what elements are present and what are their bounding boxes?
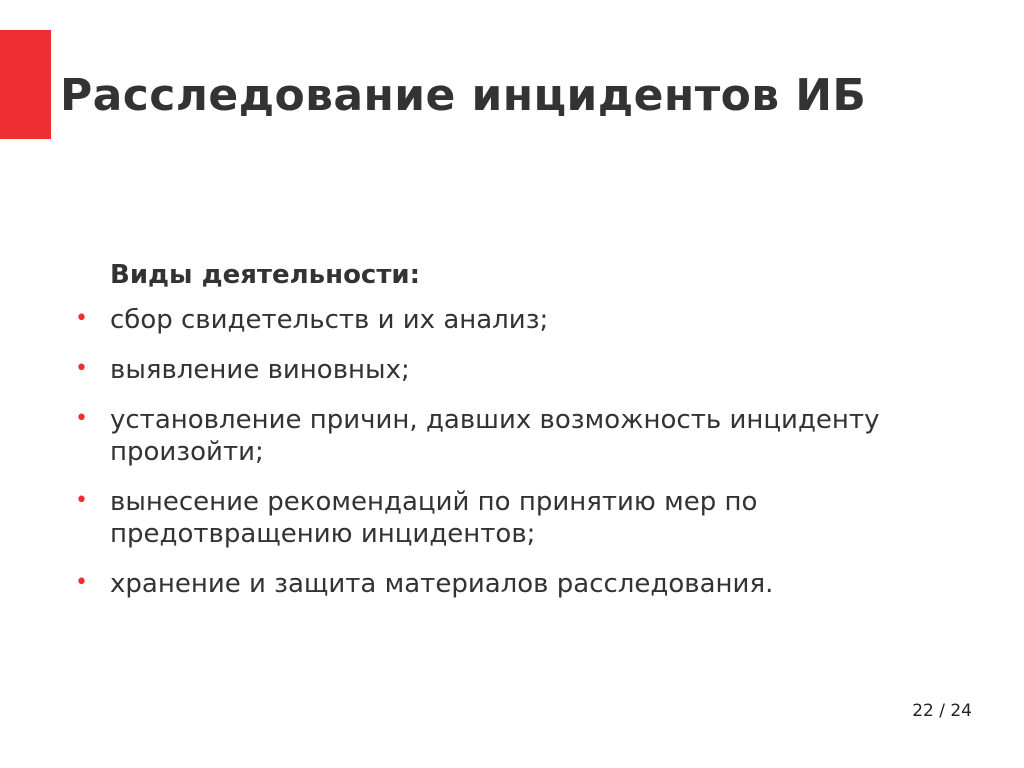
section-subheading: Виды деятельности: (110, 260, 421, 290)
bullet-icon: • (75, 356, 88, 381)
list-item (72, 354, 972, 386)
bullet-icon: • (75, 488, 88, 513)
slide-content (72, 258, 972, 618)
list-item (72, 568, 972, 600)
list-item-text: хранение и защита материалов расследования. (110, 569, 774, 599)
title-accent-bar (0, 30, 51, 139)
slide-title: Расследование инцидентов ИБ (60, 70, 867, 121)
list-item (72, 486, 972, 550)
list-item (72, 304, 972, 336)
activity-list (72, 304, 972, 600)
list-item-text: вынесение рекомендаций по принятию мер по предотвращению инцидентов; (110, 487, 758, 549)
bullet-icon: • (75, 570, 88, 595)
list-item-text: установление причин, давших возможность инциденту произойти; (110, 405, 880, 467)
list-item-text: выявление виновных; (110, 355, 410, 385)
bullet-icon: • (75, 306, 88, 331)
list-item (72, 404, 972, 468)
bullet-icon: • (75, 406, 88, 431)
page-number: 22 / 24 (912, 701, 972, 721)
list-item-text: сбор свидетельств и их анализ; (110, 305, 549, 335)
